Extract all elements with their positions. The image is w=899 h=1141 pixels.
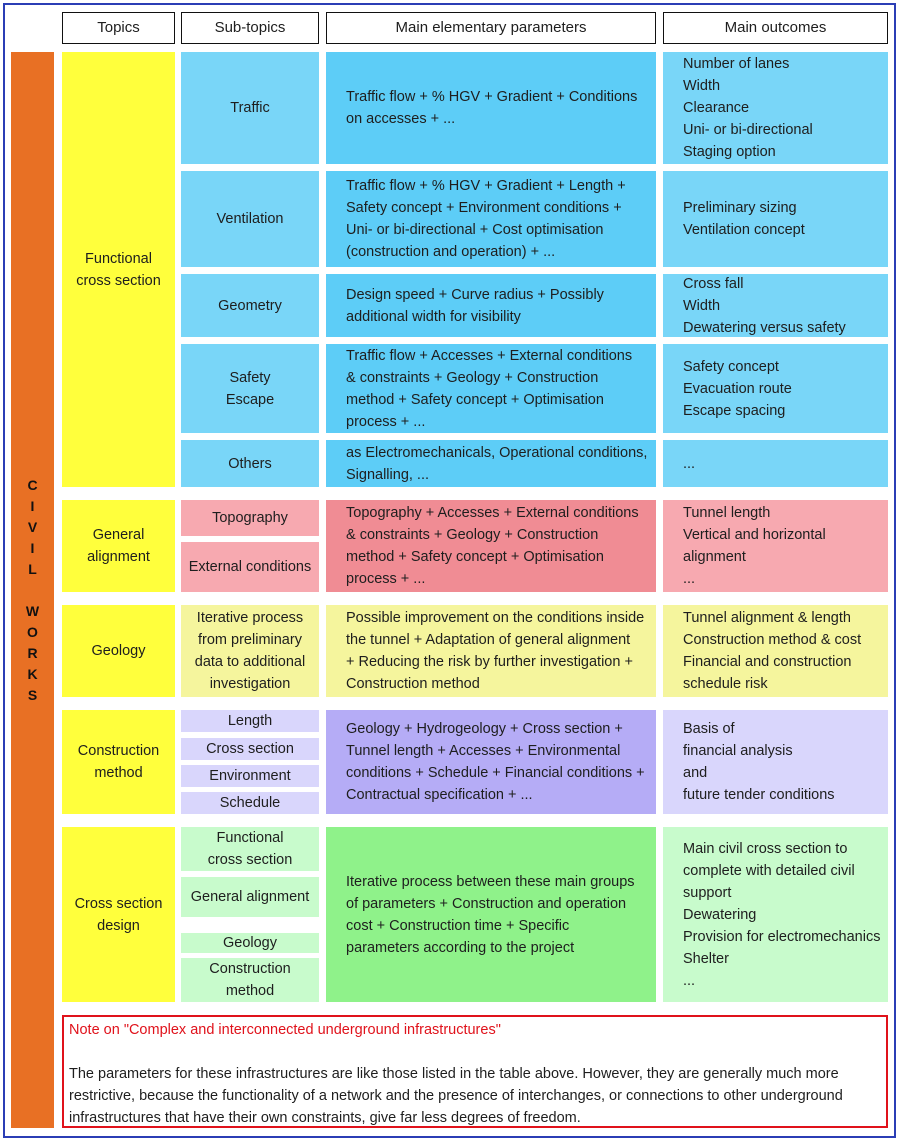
topic-cross-section-design: Cross section design xyxy=(62,827,175,1002)
topic-general-alignment: General alignment xyxy=(62,500,175,592)
outcomes-geology: Tunnel alignment & length Construction method & cost Financial and construction schedule risk xyxy=(663,605,888,697)
subtopic-functional-cross-section: Functional cross section xyxy=(181,827,319,871)
outcomes-safety-escape: Safety concept Evacuation route Escape spacing xyxy=(663,344,888,433)
note-title: Note on "Complex and interconnected underground infrastructures" xyxy=(69,1022,501,1038)
subtopic-length: Length xyxy=(181,710,319,732)
params-ventilation: Traffic flow + % HGV + Gradient + Length + Safety concept + Environment conditions + Uni- or bi-directional + Cost optimisation (construction and operation) + ... xyxy=(326,171,656,267)
header-outcomes: Main outcomes xyxy=(663,12,888,44)
subtopic-topography: Topography xyxy=(181,500,319,536)
subtopic-others: Others xyxy=(181,440,319,487)
subtopic-safety-escape: Safety Escape xyxy=(181,344,319,433)
subtopic-iterative-process: Iterative process from preliminary data to additional investigation xyxy=(181,605,319,697)
subtopic-environment: Environment xyxy=(181,765,319,787)
header-parameters: Main elementary parameters xyxy=(326,12,656,44)
topic-functional-cross-section: Functional cross section xyxy=(62,52,175,487)
topic-construction-method: Construction method xyxy=(62,710,175,814)
params-geometry: Design speed + Curve radius + Possibly additional width for visibility xyxy=(326,274,656,337)
subtopic-geology: Geology xyxy=(181,933,319,953)
subtopic-external-conditions: External conditions xyxy=(181,542,319,592)
header-subtopics: Sub-topics xyxy=(181,12,319,44)
outcomes-traffic: Number of lanes Width Clearance Uni- or bi-directional Staging option xyxy=(663,52,888,164)
subtopic-construction-method: Construction method xyxy=(181,958,319,1002)
params-traffic: Traffic flow + % HGV + Gradient + Conditions on accesses + ... xyxy=(326,52,656,164)
outcomes-construction-method: Basis of financial analysis and future tender conditions xyxy=(663,710,888,814)
subtopic-schedule: Schedule xyxy=(181,792,319,814)
params-general-alignment: Topography + Accesses + External conditions & constraints + Geology + Construction method + Safety concept + Optimisation process + ... xyxy=(326,500,656,592)
civil-works-label: C I V I L W O R K S xyxy=(11,52,54,1128)
subtopic-cross-section: Cross section xyxy=(181,738,319,760)
topic-geology: Geology xyxy=(62,605,175,697)
params-cross-section-design: Iterative process between these main groups of parameters + Construction and operation cost + Construction time + Specific parameters according to the project xyxy=(326,827,656,1002)
subtopic-ventilation: Ventilation xyxy=(181,171,319,267)
note-box xyxy=(62,1015,888,1128)
params-construction-method: Geology + Hydrogeology + Cross section + Tunnel length + Accesses + Environmental conditions + Schedule + Financial conditions + Contractual specification + ... xyxy=(326,710,656,814)
subtopic-general-alignment: General alignment xyxy=(181,877,319,917)
subtopic-traffic: Traffic xyxy=(181,52,319,164)
params-safety-escape: Traffic flow + Accesses + External conditions & constraints + Geology + Construction method + Safety concept + Optimisation process + ... xyxy=(326,344,656,433)
outcomes-ventilation: Preliminary sizing Ventilation concept xyxy=(663,171,888,267)
header-topics: Topics xyxy=(62,12,175,44)
params-others: as Electromechanicals, Operational conditions, Signalling, ... xyxy=(326,440,656,487)
note-body: The parameters for these infrastructures are like those listed in the table above. However, they are generally much more restrictive, because the functionality of a network and the presence of interchanges, or connections to other underground infrastructures that have their own constraints, give far less degrees of freedom. xyxy=(69,1066,843,1126)
outcomes-cross-section-design: Main civil cross section to complete with detailed civil support Dewatering Provision for electromechanics Shelter ... xyxy=(663,827,888,1002)
outcomes-others: ... xyxy=(663,440,888,487)
outcomes-geometry: Cross fall Width Dewatering versus safety xyxy=(663,274,888,337)
params-geology: Possible improvement on the conditions inside the tunnel + Adaptation of general alignment + Reducing the risk by further investigation + Construction method xyxy=(326,605,656,697)
outcomes-general-alignment: Tunnel length Vertical and horizontal alignment ... xyxy=(663,500,888,592)
subtopic-geometry: Geometry xyxy=(181,274,319,337)
